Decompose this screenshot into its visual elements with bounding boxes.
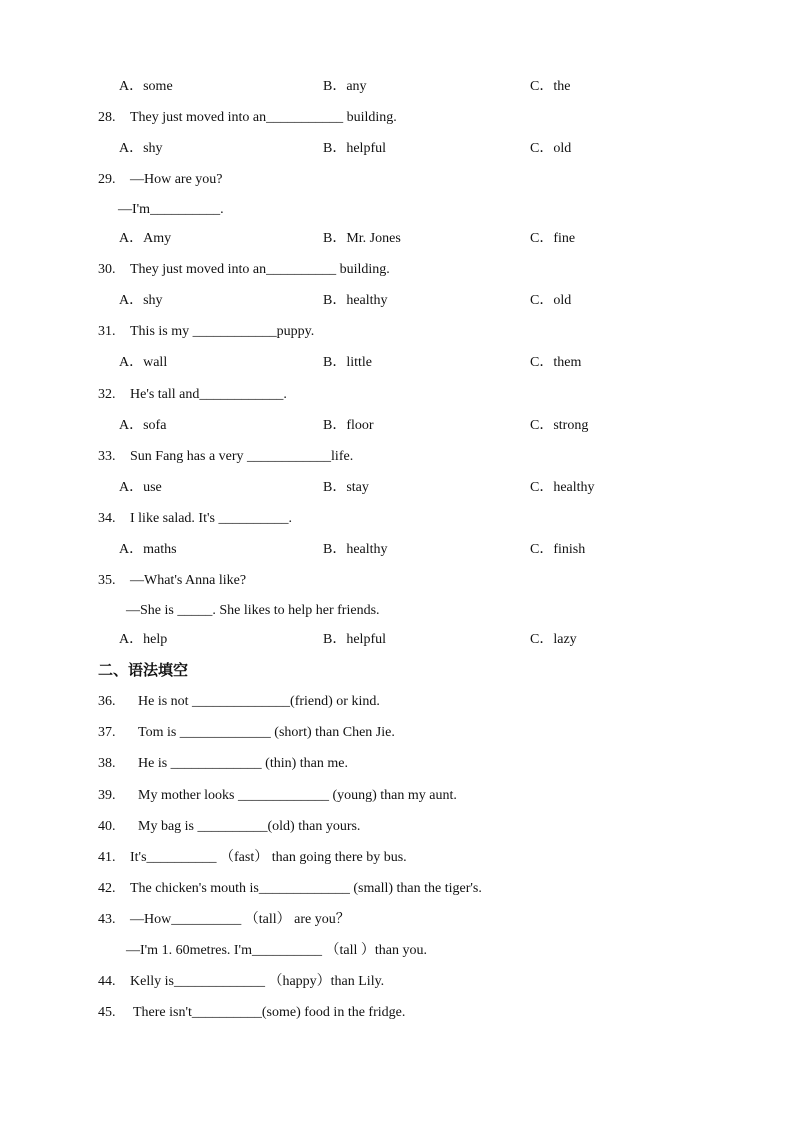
option-a: A．shy: [119, 141, 163, 156]
item-number: 37.: [98, 725, 116, 740]
item-text: He is _____________ (thin) than me.: [138, 756, 348, 771]
item-number: 44.: [98, 974, 116, 989]
option-a: A．some: [119, 79, 173, 94]
option-b: B．stay: [323, 480, 369, 495]
option-b: B．helpful: [323, 632, 386, 647]
question-number: 29.: [98, 172, 116, 187]
question-number: 32.: [98, 387, 116, 402]
question-text: They just moved into an___________ building.: [130, 110, 397, 125]
question-text: Sun Fang has a very ____________life.: [130, 449, 354, 464]
item-number: 39.: [98, 788, 116, 803]
item-number: 36.: [98, 694, 116, 709]
option-a: A．shy: [119, 293, 163, 308]
question-number: 33.: [98, 449, 116, 464]
option-c: C．them: [530, 355, 582, 370]
option-a: A．maths: [119, 542, 177, 557]
option-b: B．any: [323, 79, 367, 94]
option-b: B．healthy: [323, 293, 388, 308]
option-c: C．lazy: [530, 632, 577, 647]
item-number: 40.: [98, 819, 116, 834]
option-c: C．finish: [530, 542, 586, 557]
option-c: C．healthy: [530, 480, 595, 495]
item-number: 42.: [98, 881, 116, 896]
section-title: 二、语法填空: [98, 661, 189, 679]
option-c: C．the: [530, 79, 571, 94]
item-text-second-line: —I'm 1. 60metres. I'm__________ （tall ）than you.: [126, 943, 427, 958]
question-text: This is my ____________puppy.: [130, 324, 315, 339]
item-text: Kelly is_____________ （happy）than Lily.: [130, 974, 385, 989]
question-text-second-line: —She is _____. She likes to help her friends.: [126, 603, 380, 618]
option-a: A．help: [119, 632, 168, 647]
option-b: B．little: [323, 355, 372, 370]
item-text: —How__________ （tall） are you？: [130, 912, 350, 927]
item-text: He is not ______________(friend) or kind.: [138, 694, 380, 709]
question-number: 31.: [98, 324, 116, 339]
item-text: It's__________ （fast） than going there by bus.: [130, 850, 407, 865]
question-number: 28.: [98, 110, 116, 125]
question-number: 35.: [98, 573, 116, 588]
option-b: B．Mr. Jones: [323, 231, 401, 246]
option-a: A．Amy: [119, 231, 172, 246]
option-b: B．floor: [323, 418, 374, 433]
item-number: 43.: [98, 912, 116, 927]
option-c: C．fine: [530, 231, 576, 246]
question-text: I like salad. It's __________.: [130, 511, 292, 526]
item-text: The chicken's mouth is_____________ (small) than the tiger's.: [130, 881, 482, 896]
question-text: They just moved into an__________ building.: [130, 262, 390, 277]
item-number: 38.: [98, 756, 116, 771]
option-b: B．healthy: [323, 542, 388, 557]
option-c: C．old: [530, 293, 572, 308]
item-text: Tom is _____________ (short) than Chen Jie.: [138, 725, 395, 740]
item-text: My mother looks _____________ (young) than my aunt.: [138, 788, 457, 803]
question-number: 30.: [98, 262, 116, 277]
option-c: C．strong: [530, 418, 589, 433]
option-a: A．use: [119, 480, 162, 495]
question-text: —How are you?: [130, 172, 223, 187]
option-b: B．helpful: [323, 141, 386, 156]
question-text: He's tall and____________.: [130, 387, 287, 402]
item-number: 45.: [98, 1005, 116, 1020]
option-a: A．wall: [119, 355, 168, 370]
question-number: 34.: [98, 511, 116, 526]
item-number: 41.: [98, 850, 116, 865]
option-c: C．old: [530, 141, 572, 156]
question-text: —What's Anna like?: [130, 573, 247, 588]
item-text: My bag is __________(old) than yours.: [138, 819, 361, 834]
option-a: A．sofa: [119, 418, 167, 433]
item-text: There isn't__________(some) food in the fridge.: [133, 1005, 406, 1020]
question-text-second-line: —I'm__________.: [118, 202, 224, 217]
